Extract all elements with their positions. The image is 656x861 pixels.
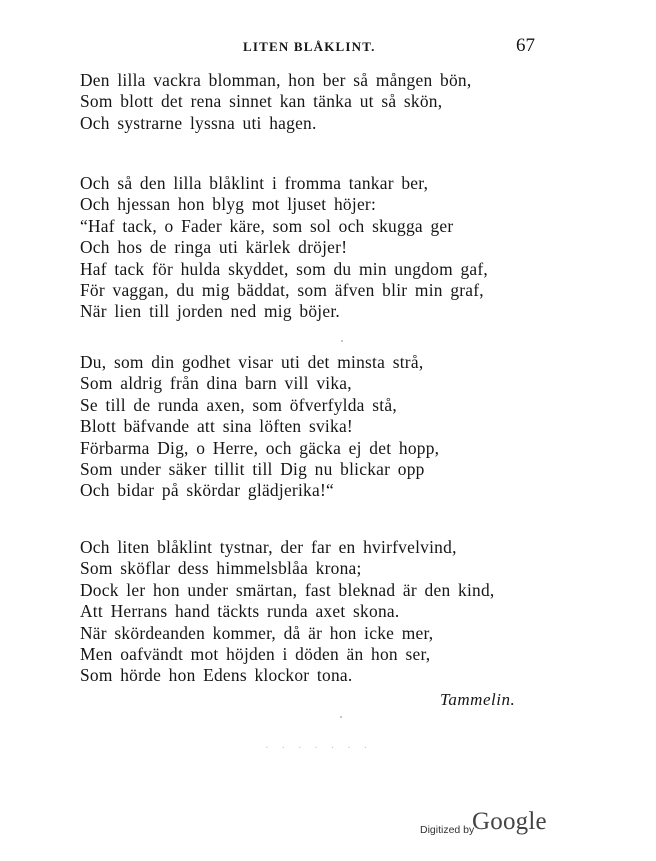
- poem-line: Haf tack för hulda skyddet, som du min ungdom gaf,: [80, 258, 489, 279]
- print-speck: [341, 340, 343, 342]
- poem-line: Förbarma Dig, o Herre, och gäcka ej det hopp,: [80, 437, 440, 458]
- poem-line: Och så den lilla blåklint i fromma tankar ber,: [80, 173, 429, 193]
- poem-line: När lien till jorden ned mig böjer.: [80, 301, 341, 322]
- stanza-3: [80, 352, 560, 502]
- poem-line: Att Herrans hand täckts runda axet skona.: [80, 601, 400, 622]
- poem-line: Som blott det rena sinnet kan tänka ut så skön,: [80, 91, 443, 112]
- poem-line: Och hos de ringa uti kärlek dröjer!: [80, 237, 348, 258]
- author-signature: Tammelin.: [440, 690, 516, 709]
- poem-line: Som aldrig från dina barn vill vika,: [80, 373, 352, 394]
- google-logo: Google: [472, 808, 547, 835]
- print-specks-row: · · · · · · ·: [265, 742, 373, 754]
- poem-line: Och hjessan hon blyg mot ljuset höjer:: [80, 194, 377, 215]
- page-number: 67: [516, 35, 535, 56]
- stanza-2: [80, 173, 560, 323]
- poem-line: Som under säker tillit till Dig nu blickar opp: [80, 459, 425, 480]
- poem-line: Den lilla vackra blomman, hon ber så mången bön,: [80, 70, 472, 90]
- print-speck: [340, 716, 342, 718]
- poem-line: När skördeanden kommer, då är hon icke mer,: [80, 622, 434, 643]
- poem-line: Se till de runda axen, som öfverfylda stå,: [80, 394, 397, 415]
- poem-line: Och systrarne lyssna uti hagen.: [80, 112, 317, 133]
- running-title: LITEN BLÅKLINT.: [243, 39, 376, 54]
- poem-line: För vaggan, du mig bäddat, som äfven blir min graf,: [80, 280, 484, 301]
- stanza-4: [80, 537, 560, 687]
- digitized-by-google-watermark: [420, 808, 580, 842]
- poem-line: Och bidar på skördar glädjerika!“: [80, 480, 334, 501]
- poem-line: Du, som din godhet visar uti det minsta strå,: [80, 352, 424, 372]
- poem-line: Blott bäfvande att sina löften svika!: [80, 416, 353, 437]
- poem-line: “Haf tack, o Fader käre, som sol och skugga ger: [80, 215, 454, 236]
- poem-line: Som sköflar dess himmelsblåa krona;: [80, 558, 362, 579]
- poem-line: Men oafvändt mot höjden i döden än hon ser,: [80, 644, 431, 665]
- stanza-1: [80, 70, 560, 134]
- poem-line: Och liten blåklint tystnar, der far en hvirfvelvind,: [80, 537, 457, 557]
- poem-line: Dock ler hon under smärtan, fast bleknad är den kind,: [80, 579, 495, 600]
- digitized-label: Digitized by: [420, 824, 475, 836]
- running-head: [0, 35, 656, 61]
- poem-line: Som hörde hon Edens klockor tona.: [80, 665, 353, 686]
